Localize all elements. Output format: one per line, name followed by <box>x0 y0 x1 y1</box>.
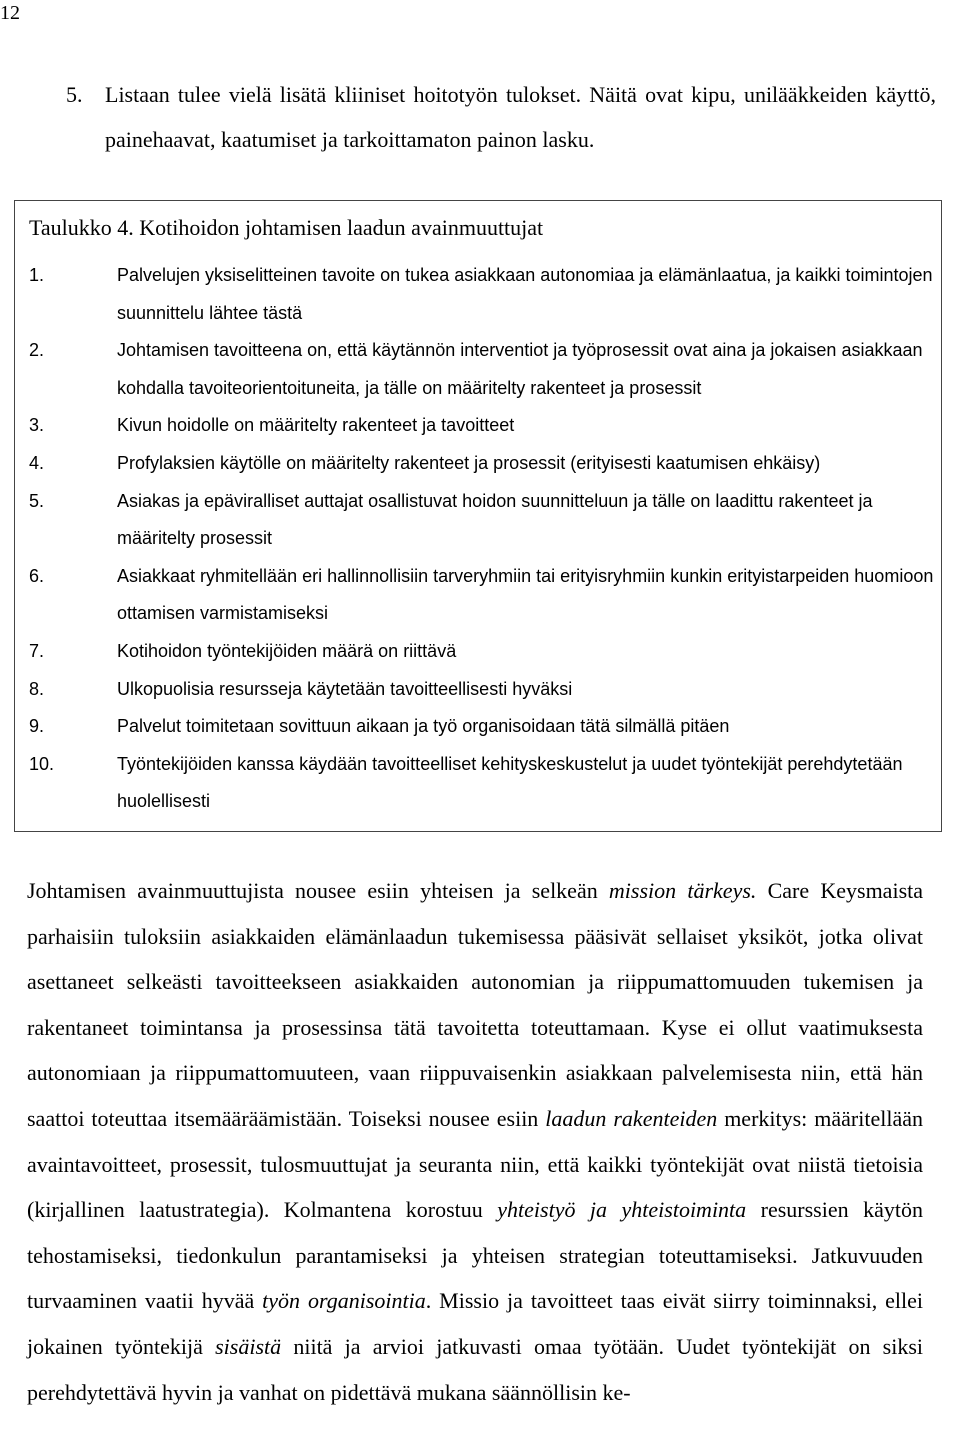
intro-item-text: Listaan tulee vielä lisätä kliiniset hoitotyön tulokset. Näitä ovat kipu, unilääkkeiden käyttö, painehaavat, kaatumiset ja tarkoittamaton painon lasku. <box>105 82 936 152</box>
body-text-segment: Care Keysmaista parhaisiin tuloksiin asiakkaiden elämänlaadun tukemisessa pääsivät sellaiset yksiköt, jotka olivat asettaneet selkeästi tavoitteekseen asiakkaiden autonomian ja riippumattomuuden tukemisen ja rakentaneet toimintansa ja prosessinsa tätä tavoitetta toteuttamaan. Kyse ei ollut vaatimuksesta autonomiaan ja riippumattomuuteen, vaan riippuvaisenkin asiakkaan palvelemisesta niin, että hän saattoi toteuttaa itsemääräämistään. Toiseksi nousee esiin <box>27 878 924 1131</box>
table-item <box>29 483 939 558</box>
table-item-number: 4. <box>29 452 45 473</box>
table-item-number: 8. <box>29 678 45 699</box>
table-item-number: 7. <box>29 640 45 661</box>
table-item <box>29 558 939 633</box>
key-variables-table <box>14 200 942 832</box>
emphasis-cooperation: yhteistyö ja yhteistoiminta <box>497 1197 747 1223</box>
body-text-segment: resurssien käytön tehostamiseksi, tiedonkulun parantamiseksi ja yhteisen strategian toteuttamiseksi. Jatkuvuuden turvaaminen vaatii hyvää <box>27 1197 923 1314</box>
body-text-segment: niitä ja arvioi jatkuvasti omaa työtään. Uudet työntekijät on siksi perehdytettävä hyvin ja vanhat on pidettävä mukana säännöllisin ke- <box>27 1333 924 1405</box>
key-variables-list <box>29 257 939 821</box>
table-item <box>29 407 939 445</box>
body-text-segment: merkitys: määritellään avaintavoitteet, prosessit, tulosmuuttujat ja seuranta niin, että kaikki työntekijät ovat niistä tietoisia (kirjallinen laatustrategia). Kolmantena korostuu <box>27 1105 923 1223</box>
emphasis-mission: mission tärkeys. <box>608 878 757 903</box>
table-item-text: Kotihoidon työntekijöiden määrä on riittävä <box>117 640 457 661</box>
table-item-text: Johtamisen tavoitteena on, että käytännön interventiot ja työprosessit ovat aina ja jokaisen asiakkaan kohdalla tavoiteorientoituneita, ja tälle on määritelty rakenteet ja prosessit <box>117 340 923 398</box>
table-item-text: Palvelut toimitetaan sovittuun aikaan ja työ organisoidaan tätä silmällä pitäen <box>117 716 730 737</box>
table-item-text: Ulkopuolisia resursseja käytetään tavoitteellisesti hyväksi <box>117 678 573 699</box>
table-item <box>29 445 939 483</box>
table-item-number: 9. <box>29 716 45 737</box>
table-item-number: 10. <box>29 753 55 774</box>
table-caption: Taulukko 4. Kotihoidon johtamisen laadun avainmuuttujat <box>29 215 544 240</box>
table-item-text: Asiakkaat ryhmitellään eri hallinnollisiin tarveryhmiin tai erityisryhmiin kunkin erityistarpeiden huomioon ottamisen varmistamiseksi <box>117 565 934 624</box>
table-item <box>29 633 939 671</box>
page-number: 12 <box>0 2 20 24</box>
intro-list-item <box>66 72 936 162</box>
table-item-text: Profylaksien käytölle on määritelty rakenteet ja prosessit (erityisesti kaatumisen ehkäisy) <box>117 452 821 473</box>
table-item-number: 3. <box>29 415 45 436</box>
table-item-number: 2. <box>29 340 45 361</box>
table-item <box>29 746 939 821</box>
emphasis-work-organisation: työn organisointia <box>262 1288 426 1314</box>
table-item <box>29 708 939 746</box>
table-item-text: Työntekijöiden kanssa käydään tavoitteelliset kehityskeskustelut ja uudet työntekijät perehdytetään huolellisesti <box>117 753 903 812</box>
table-item <box>29 671 939 709</box>
emphasis-quality-structures: laadun rakenteiden <box>545 1105 718 1131</box>
emphasis-internalise: sisäistä <box>215 1333 282 1359</box>
intro-item-number: 5. <box>66 82 83 107</box>
body-paragraph <box>27 868 923 1415</box>
body-text-segment: Johtamisen avainmuuttujista nousee esiin yhteisen ja selkeän <box>27 878 609 903</box>
table-item-number: 1. <box>29 265 45 285</box>
table-item <box>29 332 939 407</box>
table-item <box>29 257 939 332</box>
table-item-text: Asiakas ja epäviralliset auttajat osallistuvat hoidon suunnitteluun ja tälle on laadittu rakenteet ja määritelty prosessit <box>117 490 873 549</box>
body-text-segment: . Missio ja tavoitteet taas eivät siirry toiminnaksi, ellei jokainen työntekijä <box>27 1288 923 1359</box>
table-item-text: Palvelujen yksiselitteinen tavoite on tukea asiakkaan autonomiaa ja elämänlaatua, ja kaikki toimintojen suunnittelu lähtee tästä <box>117 265 933 323</box>
table-item-number: 5. <box>29 490 45 511</box>
table-item-number: 6. <box>29 565 45 586</box>
table-item-text: Kivun hoidolle on määritelty rakenteet ja tavoitteet <box>117 415 515 436</box>
